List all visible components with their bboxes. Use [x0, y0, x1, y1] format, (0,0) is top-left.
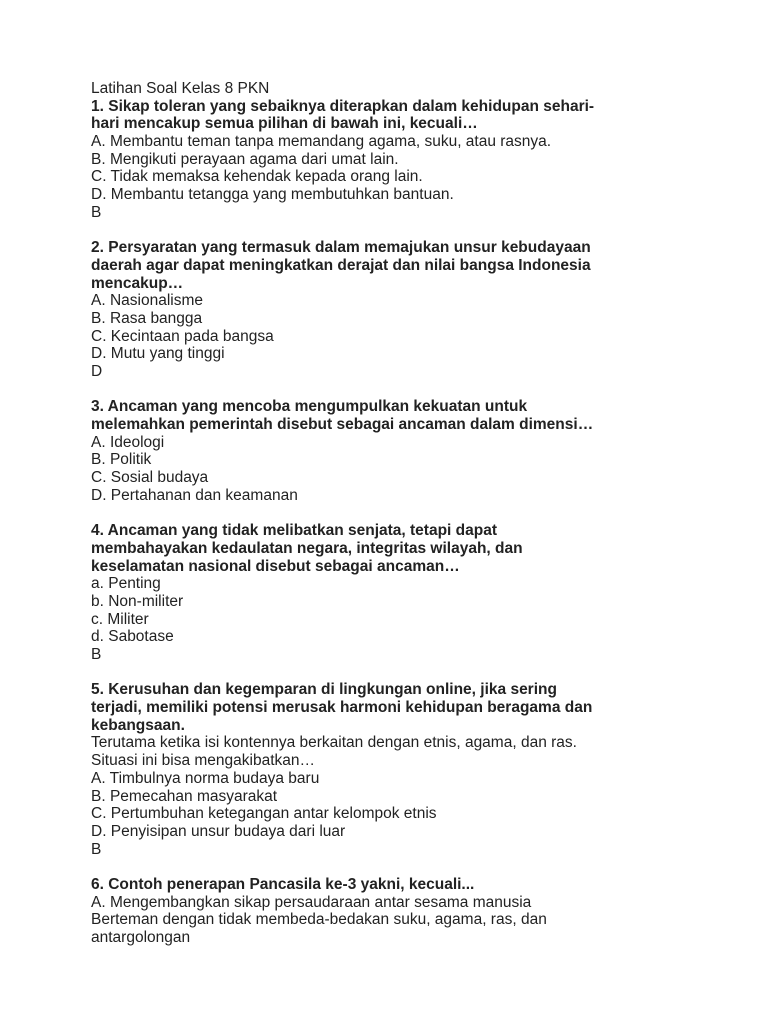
question-1-option-c: C. Tidak memaksa kehendak kepada orang lain. — [91, 168, 423, 186]
question-4-option-a: a. Penting — [91, 575, 161, 593]
question-6-option-continuation-2: antargolongan — [91, 929, 191, 946]
question-4-option-d: d. Sabotase — [91, 628, 174, 646]
question-2-option-d: D. Mutu yang tinggi — [91, 345, 225, 363]
question-5-option-d: D. Penyisipan unsur budaya dari luar — [91, 822, 346, 840]
question-4 — [91, 522, 701, 664]
question-2-prompt-line-2: daerah agar dapat meningkatkan derajat dan nilai bangsa Indonesia — [91, 256, 591, 274]
question-5-answer: B — [91, 840, 102, 858]
question-6-option-a: A. Mengembangkan sikap persaudaraan antar sesama manusia — [91, 893, 532, 911]
question-2-answer: D — [91, 363, 103, 380]
question-1 — [91, 98, 701, 222]
question-3-option-a: A. Ideologi — [91, 433, 165, 451]
document-title: Latihan Soal Kelas 8 PKN — [91, 80, 270, 97]
question-3-option-c: C. Sosial budaya — [91, 469, 209, 487]
question-6-option-continuation-1: Berteman dengan tidak membeda-bedakan suku, agama, ras, dan — [91, 911, 547, 929]
question-3 — [91, 398, 701, 504]
question-1-answer: B — [91, 203, 102, 221]
question-5-context-line-2: Situasi ini bisa mengakibatkan… — [91, 752, 316, 770]
question-1-prompt-line-1: 1. Sikap toleran yang sebaiknya diterapkan dalam kehidupan sehari- — [91, 97, 595, 115]
question-6 — [91, 876, 701, 947]
question-4-prompt-line-1: 4. Ancaman yang tidak melibatkan senjata, tetapi dapat — [91, 522, 497, 540]
question-6-prompt-line-1: 6. Contoh penerapan Pancasila ke-3 yakni, kecuali... — [91, 875, 475, 893]
question-3-option-b: B. Politik — [91, 451, 152, 469]
question-5-option-a: A. Timbulnya norma budaya baru — [91, 769, 320, 787]
question-2-option-a: A. Nasionalisme — [91, 292, 203, 310]
question-2 — [91, 239, 701, 381]
question-5-prompt-line-2: terjadi, memiliki potensi merusak harmoni kehidupan beragama dan — [91, 699, 593, 717]
question-2-prompt-line-1: 2. Persyaratan yang termasuk dalam memajukan unsur kebudayaan — [91, 239, 591, 257]
question-4-answer: B — [91, 646, 102, 663]
question-2-prompt-line-3: mencakup… — [91, 274, 184, 292]
question-3-prompt-line-1: 3. Ancaman yang mencoba mengumpulkan kekuatan untuk — [91, 398, 528, 416]
question-1-option-d: D. Membantu tetangga yang membutuhkan bantuan. — [91, 186, 454, 204]
question-1-option-a: A. Membantu teman tanpa memandang agama, suku, atau rasnya. — [91, 133, 552, 151]
question-2-option-c: C. Kecintaan pada bangsa — [91, 327, 274, 345]
document-content — [91, 80, 701, 964]
question-5-option-c: C. Pertumbuhan ketegangan antar kelompok etnis — [91, 805, 437, 823]
question-3-prompt-line-2: melemahkan pemerintah disebut sebagai ancaman dalam dimensi… — [91, 416, 594, 434]
question-1-prompt-line-2: hari mencakup semua pilihan di bawah ini, kecuali… — [91, 115, 478, 133]
question-3-option-d: D. Pertahanan dan keamanan — [91, 486, 298, 504]
question-5-context-line-1: Terutama ketika isi kontennya berkaitan dengan etnis, agama, dan ras. — [91, 734, 577, 752]
question-5-prompt-line-3: kebangsaan. — [91, 716, 185, 734]
question-4-prompt-line-3: keselamatan nasional disebut sebagai ancaman… — [91, 557, 460, 575]
question-4-option-c: c. Militer — [91, 610, 149, 628]
question-1-option-b: B. Mengikuti perayaan agama dari umat lain. — [91, 150, 399, 168]
question-5-prompt-line-1: 5. Kerusuhan dan kegemparan di lingkungan online, jika sering — [91, 681, 557, 699]
question-5 — [91, 681, 701, 858]
question-2-option-b: B. Rasa bangga — [91, 309, 203, 327]
question-5-option-b: B. Pemecahan masyarakat — [91, 787, 278, 805]
question-4-option-b: b. Non-militer — [91, 592, 184, 610]
question-4-prompt-line-2: membahayakan kedaulatan negara, integritas wilayah, dan — [91, 539, 523, 557]
